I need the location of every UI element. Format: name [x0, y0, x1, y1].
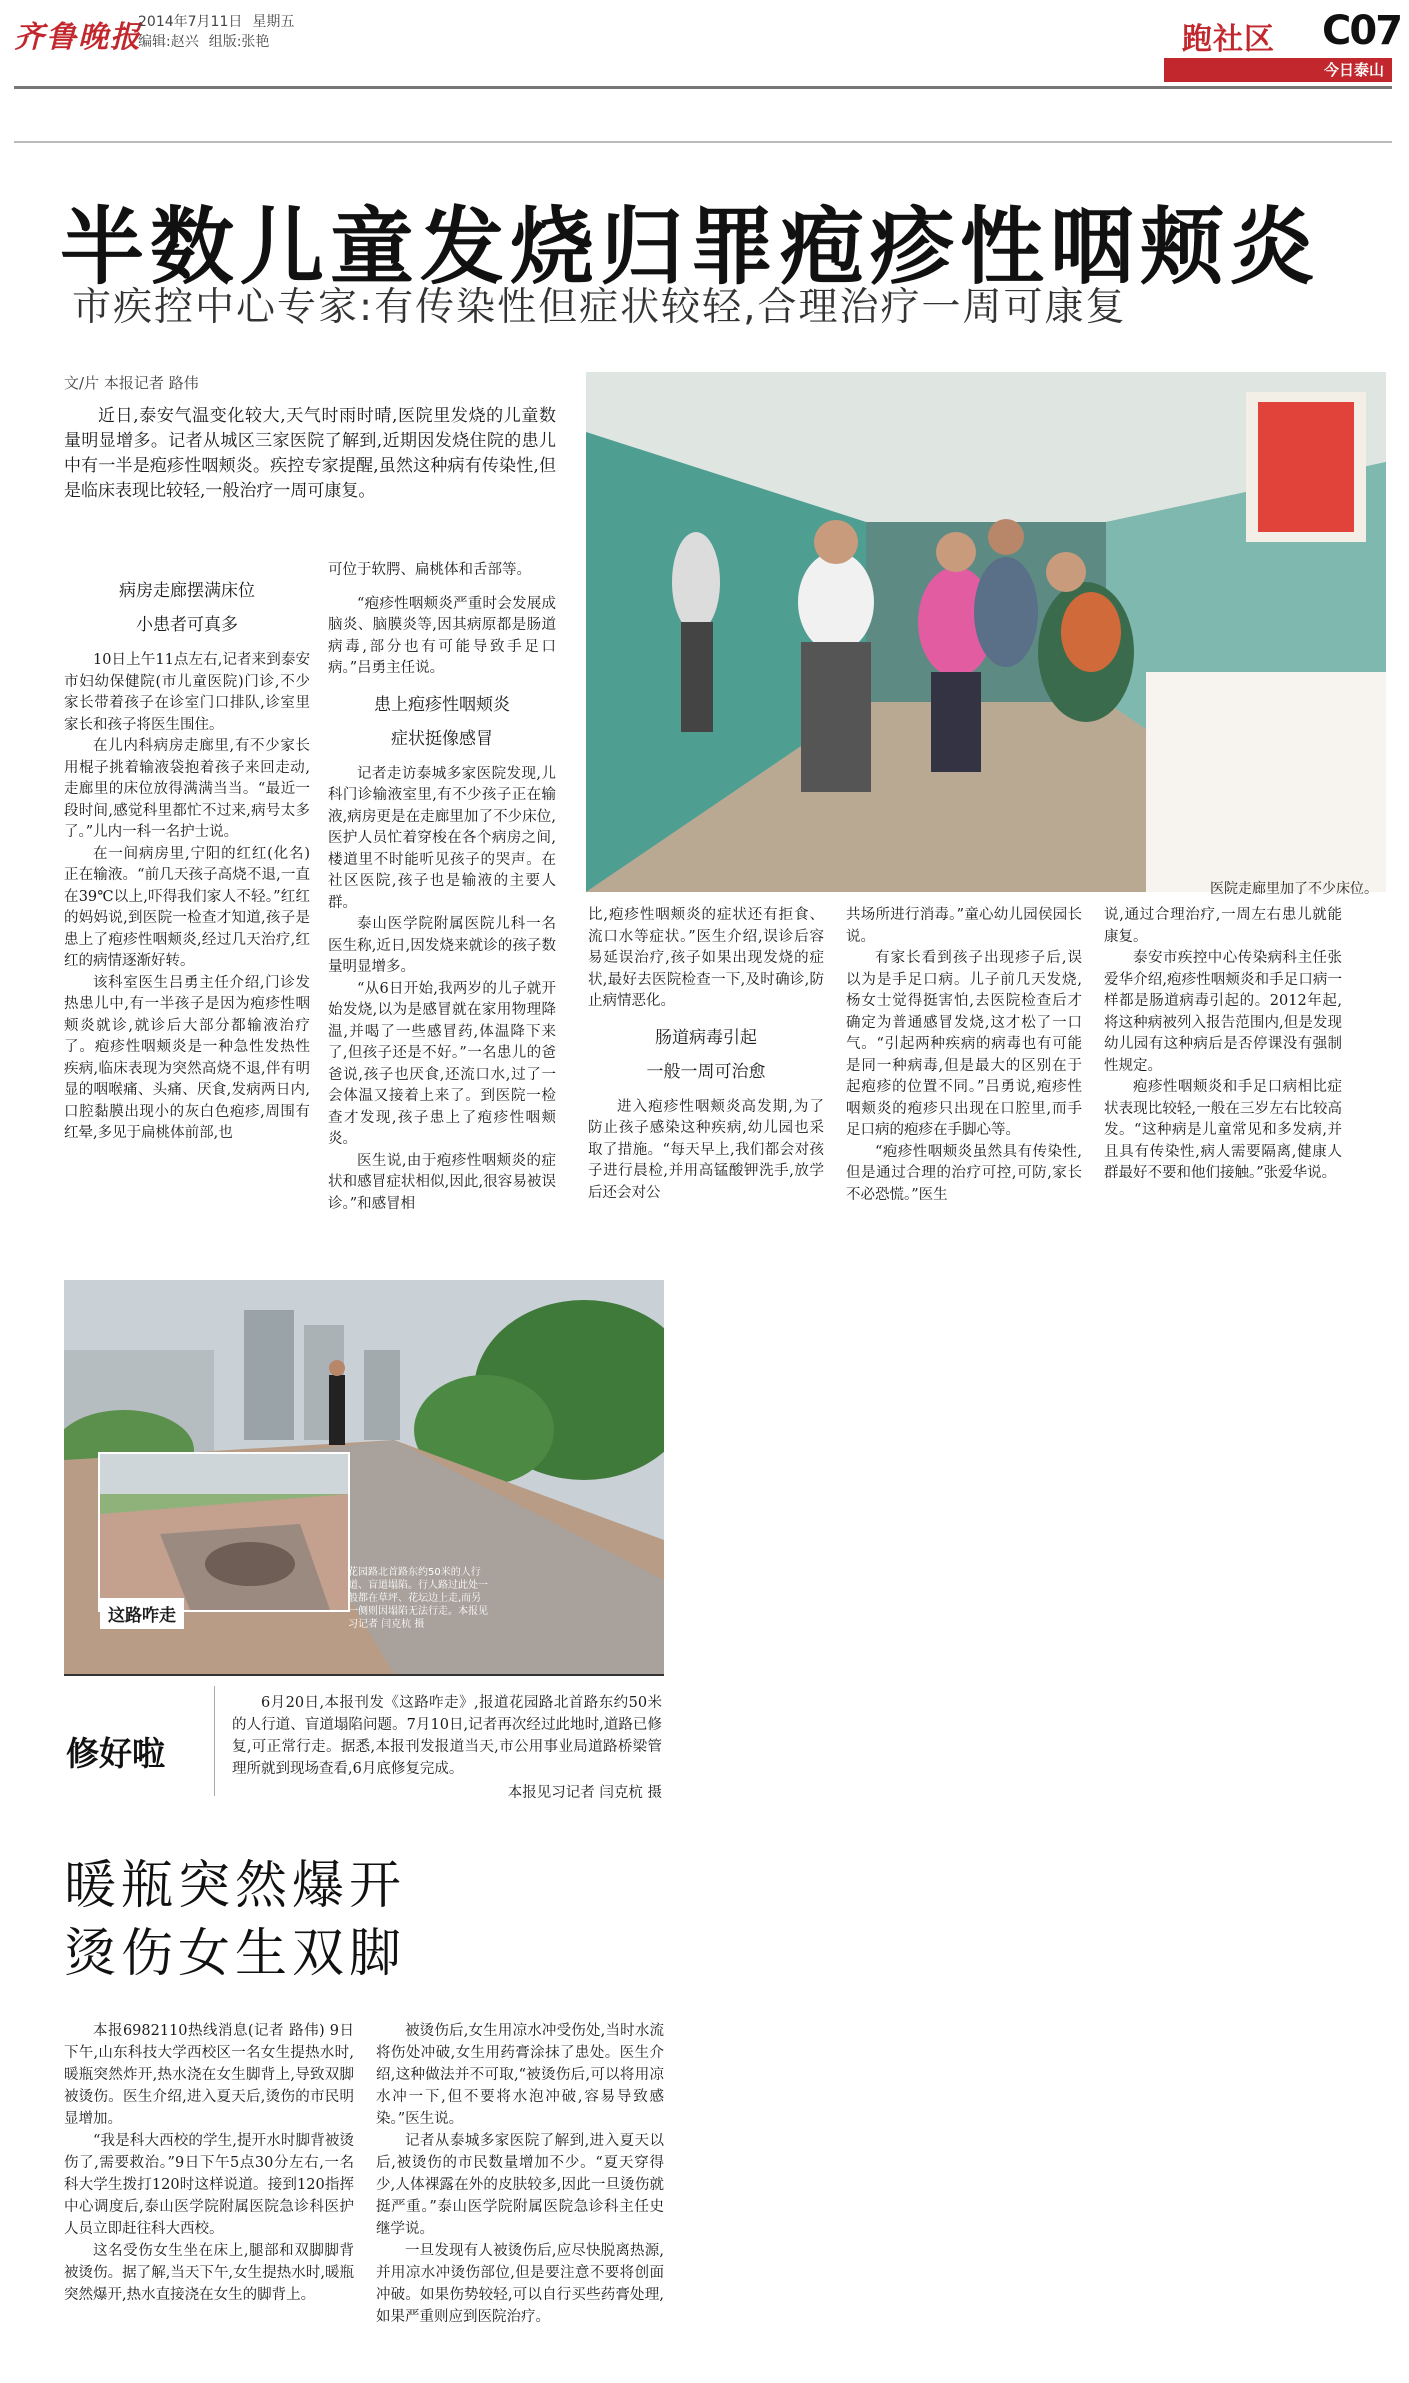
story1-column-4 [846, 905, 1082, 1206]
paragraph: 记者走访泰城多家医院发现,儿科门诊输液室里,有不少孩子正在输液,病房更是在走廊里加了不少床位,医护人员忙着穿梭在各个病房之间,楼道里不时能听见孩子的哭声。在社区医院,孩子也是输液的主要人群。 [328, 765, 556, 911]
paragraph: “疱疹性咽颊炎虽然具有传染性,但是通过合理的治疗可控,可防,家长不必恐慌。”医生 [846, 1143, 1082, 1203]
paragraph: 有家长看到孩子出现疹子后,误以为是手足口病。儿子前几天发烧,杨女士觉得挺害怕,去医院检查后才确定为普通感冒发烧,这才松了一口气。“引起两种疾病的病毒也有可能是同一种病毒,但是最大的区别在于起疱疹的位置不同。”吕勇说,疱疹性咽颊炎的疱疹只出现在口腔里,而手足口病的疱疹在手脚心等。 [846, 950, 1082, 1138]
collapsed-sidewalk-image [100, 1454, 348, 1610]
headline-line: 烫伤女生双脚 [64, 1924, 407, 1984]
editor-credit: 编辑:赵兴 [138, 34, 199, 50]
header-rule-thin [14, 141, 1392, 143]
issue-date: 2014年7月11日 [138, 14, 243, 30]
story2-label: 修好啦 [66, 1734, 165, 1773]
story1-column-5 [1104, 905, 1342, 1185]
story1-lead: 近日,泰安气温变化较大,天气时雨时晴,医院里发烧的儿童数量明显增多。记者从城区三家医院了解到,近期因发烧住院的患儿中有一半是疱疹性咽颊炎。疾控专家提醒,虽然这种病有传染性,但是临床表现比较轻,一般治疗一周可康复。 [64, 406, 556, 501]
paragraph: 10日上午11点左右,记者来到泰安市妇幼保健院(市儿童医院)门诊,不少家长带着孩子在诊室门口排队,诊室里家长和孩子将医生围住。 [64, 652, 310, 733]
story1-column-1 [64, 566, 310, 1145]
paragraph: 被烫伤后,女生用凉水冲受伤处,当时水流将伤处冲破,女生用药膏涂抹了患处。医生介绍,这种做法并不可取,“被烫伤后,可以将用凉水冲一下,但不要将水泡冲破,容易导致感染。”医生说。 [376, 2023, 664, 2127]
paragraph: “我是科大西校的学生,提开水时脚背被烫伤了,需要救治。”9日下午5点30分左右,一名科大学生拨打120时这样说道。接到120指挥中心调度后,泰山医学院附属医院急诊科医护人员立即赶往科大西校。 [64, 2133, 354, 2237]
paragraph: 进入疱疹性咽颊炎高发期,为了防止孩子感染这种疾病,幼儿园也采取了措施。“每天早上,我们都会对孩子进行晨检,并用高锰酸钾洗手,放学后还会对公 [588, 1098, 824, 1201]
inset-photo [98, 1452, 350, 1612]
paragraph: 本报6982110热线消息(记者 路伟) 9日下午,山东科技大学西校区一名女生提热水时,暖瓶突然炸开,热水浇在女生脚背上,导致双脚被烫伤。医生介绍,进入夏天后,烫伤的市民明显增加。 [64, 2023, 354, 2127]
paragraph: 这名受伤女生坐在床上,腿部和双脚脚背被烫伤。据了解,当天下午,女生提热水时,暖瓶突然爆开,热水直接浇在女生的脚背上。 [64, 2243, 354, 2303]
paragraph: 该科室医生吕勇主任介绍,门诊发热患儿中,有一半孩子是因为疱疹性咽颊炎就诊,就诊后大部分都输液治疗了。疱疹性咽颊炎是一种急性发热性疾病,临床表现为突然高烧不退,伴有明显的咽喉痛、头痛、厌食,发病两日内,口腔黏膜出现小的灰白色疱疹,周围有红晕,多见于扁桃体前部,也 [64, 974, 310, 1141]
hospital-corridor-image [586, 372, 1386, 892]
paragraph: 医生说,由于疱疹性咽颊炎的症状和感冒症状相似,因此,很容易被误诊。”和感冒相 [328, 1152, 556, 1212]
inset-caption: 花园路北首路东约50米的人行道、盲道塌陷。行人路过此处一般都在草坪、花坛边上走,而另一侧则因塌陷无法行走。本报见习记者 闫克杭 摄 [348, 1567, 488, 1630]
hospital-corridor-photo [586, 372, 1386, 892]
subheading [588, 1021, 824, 1089]
story2-rule [64, 1674, 664, 1676]
paragraph: 记者从泰城多家医院了解到,进入夏天以后,被烫伤的市民数量增加不少。“夏天穿得少,人体裸露在外的皮肤较多,因此一旦烫伤就挺严重。”泰山医学院附属医院急诊科主任史继学说。 [376, 2133, 664, 2237]
page-number: C07 [1322, 8, 1402, 54]
story1-column-3 [588, 905, 824, 1204]
story3-column-1 [64, 2020, 354, 2306]
subheading-line: 肠道病毒引起 [655, 1027, 757, 1048]
paragraph: “从6日开始,我两岁的儿子就开始发烧,以为是感冒就在家用物理降温,并喝了一些感冒药,体温降下来了,但孩子还是不好。”一名患儿的爸爸说,孩子也厌食,还流口水,过了一会体温又接着上来了。到医院一检查才发现,孩子患上了疱疹性咽颊炎。 [328, 980, 556, 1147]
story2-divider [214, 1686, 215, 1796]
story1-headline: 半数儿童发烧归罪疱疹性咽颊炎 [60, 198, 1321, 296]
hospital-photo-caption: 医院走廊里加了不少床位。 [1210, 881, 1378, 897]
subheading-line: 病房走廊摆满床位 [119, 581, 255, 601]
layout-credit: 组版:张艳 [208, 34, 270, 50]
issue-weekday: 星期五 [252, 14, 295, 30]
paragraph: 泰安市疾控中心传染病科主任张爱华介绍,疱疹性咽颊炎和手足口病一样都是肠道病毒引起的。2012年起,将这种病被列入报告范围内,但是发现幼儿园有这种病后是否停课没有强制性规定。 [1104, 950, 1342, 1074]
inset-title: 这路咋走 [100, 1598, 184, 1629]
subheading-line: 小患者可真多 [136, 615, 238, 635]
headline-line: 暖瓶突然爆开 [64, 1856, 407, 1916]
story2-text [232, 1692, 662, 1804]
paragraph: 6月20日,本报刊发《这路咋走》,报道花园路北首路东约50米的人行道、盲道塌陷问题。7月10日,记者再次经过此地时,道路已修复,可正常行走。据悉,本报刊发报道当天,市公用事业局道路桥梁管理所就到现场查看,6月底修复完成。 [232, 1695, 662, 1777]
subheading-line: 一般一周可治愈 [646, 1061, 766, 1082]
paragraph: 一旦发现有人被烫伤后,应尽快脱离热源,并用凉水冲烫伤部位,但是要注意不要将创面冲破。如果伤势较轻,可以自行买些药膏处理,如果严重则应到医院治疗。 [376, 2243, 664, 2325]
masthead-logo: 齐鲁晚报 [14, 20, 142, 55]
paragraph: 说,通过合理治疗,一周左右患儿就能康复。 [1104, 907, 1342, 945]
header-rule [14, 86, 1392, 89]
paragraph: 疱疹性咽颊炎和手足口病相比症状表现比较轻,一般在三岁左右比较高发。“这种病是儿童常见和多发病,并且具有传染性,病人需要隔离,健康人群最好不要和他们接触。”张爱华说。 [1104, 1079, 1342, 1181]
paragraph: 比,疱疹性咽颊炎的症状还有拒食、流口水等症状。”医生介绍,误诊后容易延误治疗,孩子如果出现发烧的症状,最好去医院检查一下,及时确诊,防止病情恶化。 [588, 907, 824, 1009]
dateline [138, 12, 304, 52]
paragraph: 泰山医学院附属医院儿科一名医生称,近日,因发烧来就诊的孩子数量明显增多。 [328, 916, 556, 975]
paragraph: 在一间病房里,宁阳的红红(化名)正在输液。“前几天孩子高烧不退,一直在39℃以上,吓得我们家人不轻。”红红的妈妈说,到医院一检查才知道,孩子是患上了疱疹性咽颊炎,经过几天治疗,红红的病情逐渐好转。 [64, 845, 310, 969]
subheading-line: 患上疱疹性咽颊炎 [374, 694, 510, 715]
story2-credit: 本报见习记者 闫克杭 摄 [507, 1785, 662, 1801]
subheading-line: 症状挺像感冒 [391, 728, 493, 749]
story1-byline: 文/片 本报记者 路伟 [64, 374, 199, 392]
subsection-badge: 今日泰山 [1164, 58, 1392, 82]
subheading [328, 688, 556, 756]
subheading [64, 574, 310, 642]
road-repaired-photo [64, 1280, 664, 1674]
story3-column-2 [376, 2020, 664, 2328]
story1-subhead: 市疾控中心专家:有传染性但症状较轻,合理治疗一周可康复 [72, 285, 1127, 330]
paragraph: 可位于软腭、扁桃体和舌部等。 [328, 562, 531, 578]
story3-headline [64, 1852, 406, 1988]
paragraph: 在儿内科病房走廊里,有不少家长用棍子挑着输液袋抱着孩子来回走动,走廊里的床位放得满满当当。“最近一段时间,感觉科里都忙不过来,病号太多了。”儿内一科一名护士说。 [64, 738, 310, 840]
story1-column-2 [328, 560, 556, 1215]
paragraph: “疱疹性咽颊炎严重时会发展成脑炎、脑膜炎等,因其病原都是肠道病毒,部分也有可能导致手足口病。”吕勇主任说。 [328, 595, 556, 676]
paragraph: 共场所进行消毒。”童心幼儿园侯园长说。 [846, 907, 1082, 945]
section-name: 跑社区 [1182, 22, 1275, 57]
